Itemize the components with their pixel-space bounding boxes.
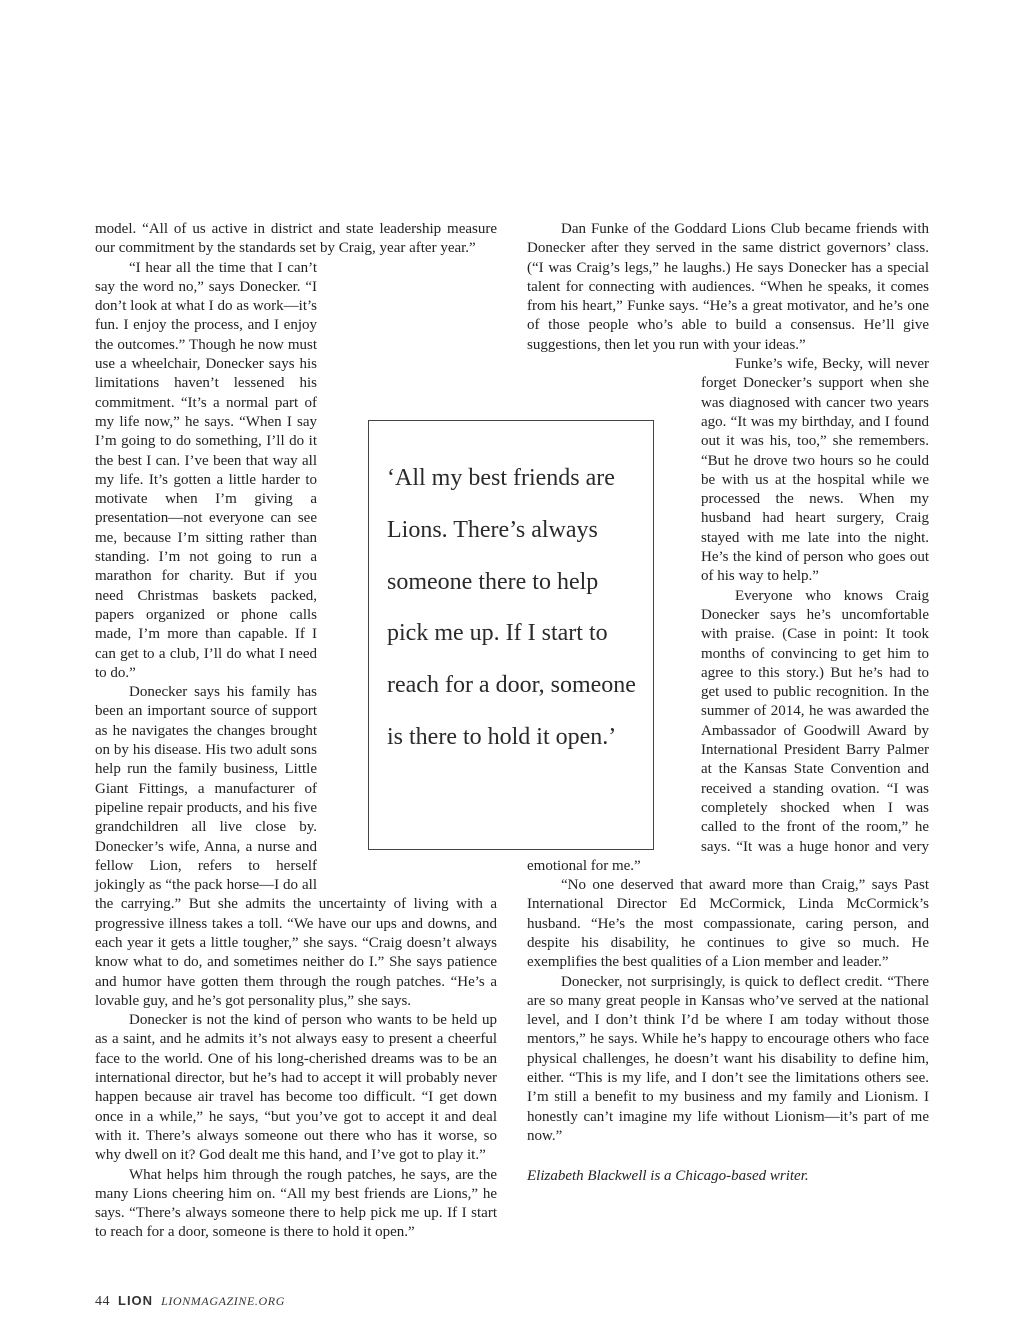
paragraph: “No one deserved that award more than Craig,” says Past International Director Ed McCormick, Linda McCormick’s husband. “He’s the most compassionate, caring person, and despite his disability, he continues to give so much. He exemplifies the best qualities of a Lion member and leader.” [527,877,929,971]
paragraph: “I hear all the time that I can’t say the word no,” says Donecker. “I don’t look at what I do as work—it’s fun. I enjoy the process, and I enjoy the outcomes.” Though he now must use a wheelchair, Donecker says his limitations haven’t lessened his commitment. “It’s a normal part of my life now,” he says. “When I say I’m going to do something, I’ll do it the best I can. I’ve been that way all my life. It’s gotten a little harder to motivate when I’m giving a presentation—not everyone can see me, because I’m sitting rather than standing. I’m not going to run a marathon for charity. But if you need Christmas baskets packed, papers organized or phone calls made, I’m more than capable. If I can get to a club, I’ll do what I need to do.” [95,259,317,681]
paragraph: Donecker says his family has been an important source of support as he navigates the changes brought on by his disease. His two adult sons help run the family business, Little Giant Fittings, a manufacturer of pipeline repair products, and his five grandchildren all live close by. Donecker’s wife, Anna, a nurse and fellow Lion, refers to herself jokingly as “the pack horse—I do all the carrying.” But she admits the uncertainty of living with a progressive illness takes a toll. “We have our ups and downs, and each year it gets a little tougher,” she says. “Craig doesn’t always know what to do, and sometimes neither do I.” She says patience and humor have gotten them through the rough patches. “He’s a lovable guy, and he’s got personality plus,” she says. [95,684,497,1009]
paragraph: Everyone who knows Craig Donecker says he’s uncomfortable with praise. (Case in point: It took months of convincing to get him to agree to this story.) But he’s had to get used to public recognition. In the summer of 2014, he was awarded the Ambassador of Goodwill Award by International President Barry Palmer at the Kansas State Convention and received a standing ovation. “I was completely shocked when I was called to the front of the room,” he says. “It was a huge honor and very emotional for me.” [527,587,929,874]
page-footer [95,1293,285,1310]
paragraph: Funke’s wife, Becky, will never forget Donecker’s support when she was diagnosed with cancer two years ago. “It was my birthday, and I found out it was his, too,” she remembers. “But he drove two hours so he could be with us at the hospital while we processed the news. When my husband had heart surgery, Craig stayed with me late into the night. He’s the kind of person who goes out of his way to help.” [701,356,929,585]
paragraph: Donecker, not surprisingly, is quick to deflect credit. “There are so many great people in Kansas who’ve served at the national level, and I don’t think I’d be where I am today without those mentors,” he says. While he’s happy to encourage others who face physical challenges, he doesn’t want his disability to define him, either. “This is my life, and I don’t see the limitations others see. I’m still a benefit to my business and my family and Lionism. I honestly can’t imagine my life without Lionism—it’s part of me now.” [527,973,929,1144]
paragraph: What helps him through the rough patches, he says, are the many Lions cheering him on. “All my best friends are Lions,” he says. “There’s always someone there to help pick me up. If I start to reach for a door, someone is there to hold it open.” [95,1166,497,1241]
magazine-brand: LION [118,1293,154,1308]
paragraph: model. “All of us active in district and state leadership measure our commitment by the standards set by Craig, year after year.” [95,221,497,257]
page-number: 44 [95,1294,110,1309]
pull-quote: ‘All my best friends are Lions. There’s always someone there to help pick me up. If I start to reach for a door, someone is there to hold it open.’ [368,420,654,850]
magazine-website: LIONMAGAZINE.ORG [161,1294,285,1308]
author-byline: Elizabeth Blackwell is a Chicago-based writer. [527,1168,809,1185]
paragraph: Dan Funke of the Goddard Lions Club became friends with Donecker after they served in the same district governors’ class. (“I was Craig’s legs,” he laughs.) He says Donecker has a special talent for connecting with audiences. “When he speaks, it comes from his heart,” Funke says. “He’s a great motivator, and he’s one of those people who’s able to build a consensus. He’ll give suggestions, then let you run with your ideas.” [527,221,929,353]
paragraph: Donecker is not the kind of person who wants to be held up as a saint, and he admits it’s not always easy to present a cheerful face to the world. One of his long-cherished dreams was to be an international director, but he’s had to accept it will probably never happen because air travel has become too difficult. “I get down once in a while,” he says, “but you’ve got to accept it and deal with it. There’s always someone out there who has it worse, so why dwell on it? God dealt me this hand, and I’ve got to play it.” [95,1012,497,1164]
